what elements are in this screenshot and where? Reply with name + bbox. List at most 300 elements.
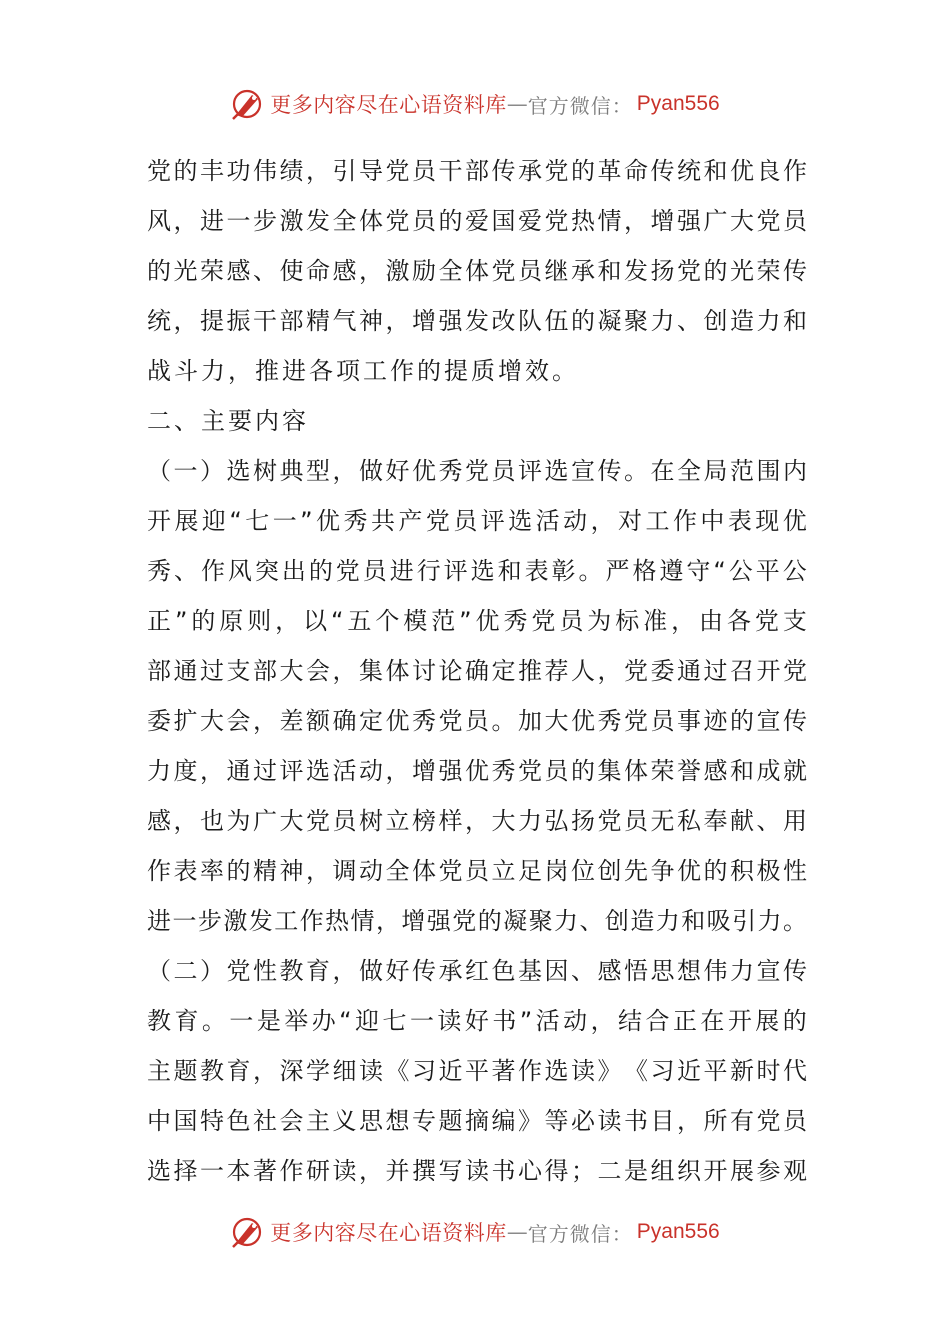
glyph: 红 <box>465 957 489 985</box>
glyph: 的 <box>571 157 595 185</box>
glyph: 公 <box>782 557 807 585</box>
glyph: 一 <box>173 457 198 485</box>
glyph: ， <box>332 957 357 985</box>
glyph: 对 <box>618 507 643 535</box>
glyph: 》 <box>518 1107 542 1135</box>
glyph: 由 <box>699 607 723 635</box>
glyph: 教 <box>279 957 304 985</box>
glyph: ” <box>459 607 472 635</box>
glyph: 革 <box>597 157 622 185</box>
glyph: 产 <box>398 507 423 535</box>
glyph: 党 <box>597 807 622 835</box>
body-line <box>147 596 807 646</box>
glyph: 现 <box>755 507 780 535</box>
glyph: 光 <box>173 257 198 285</box>
glyph: 发 <box>306 207 330 235</box>
glyph: 工 <box>645 507 670 535</box>
glyph: 编 <box>491 1107 516 1135</box>
glyph: ， <box>306 857 330 885</box>
glyph: ， <box>253 1057 277 1085</box>
glyph: 私 <box>677 807 701 835</box>
glyph: 立 <box>385 807 410 835</box>
glyph: 的 <box>147 257 171 285</box>
glyph: 承 <box>438 957 463 985</box>
glyph: 热 <box>325 907 350 935</box>
glyph: 成 <box>756 757 781 785</box>
glyph: ， <box>359 1157 383 1185</box>
body-line <box>147 846 807 896</box>
glyph: 岗 <box>544 857 569 885</box>
glyph: 命 <box>624 157 648 185</box>
glyph: 党 <box>147 157 171 185</box>
glyph: 全 <box>332 207 357 235</box>
glyph: 的 <box>703 257 728 285</box>
glyph: 秀 <box>438 457 463 485</box>
glyph: 创 <box>703 307 728 335</box>
glyph: 确 <box>465 657 489 685</box>
document-body <box>147 146 807 1196</box>
glyph: 教 <box>147 1007 171 1035</box>
glyph: 型 <box>306 457 330 485</box>
glyph: 目 <box>650 1107 675 1135</box>
glyph: 额 <box>306 707 330 735</box>
glyph: 凝 <box>503 907 528 935</box>
glyph: ， <box>385 307 410 335</box>
glyph: 党 <box>783 657 807 685</box>
glyph: 时 <box>756 1057 781 1085</box>
glyph: 党 <box>385 207 410 235</box>
glyph: 确 <box>332 707 357 735</box>
glyph: 表 <box>727 507 752 535</box>
glyph: 为 <box>587 607 612 635</box>
glyph: 丰 <box>200 157 224 185</box>
glyph: 组 <box>650 1157 675 1185</box>
glyph: 以 <box>303 607 328 635</box>
glyph: 作 <box>672 507 697 535</box>
glyph: 献 <box>730 807 754 835</box>
glyph: 员 <box>465 857 489 885</box>
glyph: 党 <box>335 557 360 585</box>
glyph: 全 <box>385 857 410 885</box>
glyph: 荐 <box>544 657 569 685</box>
glyph: ， <box>200 757 224 785</box>
glyph: 优 <box>730 157 754 185</box>
glyph: 传 <box>783 707 807 735</box>
body-line <box>147 1096 807 1146</box>
glyph: 精 <box>306 307 330 335</box>
glyph: 中 <box>147 1107 171 1135</box>
glyph: 调 <box>332 857 357 885</box>
glyph: 有 <box>730 1107 754 1135</box>
glyph: 步 <box>253 207 277 235</box>
glyph: 的 <box>438 207 463 235</box>
glyph: 并 <box>385 1157 410 1185</box>
glyph: 迹 <box>703 707 728 735</box>
glyph: 无 <box>650 807 675 835</box>
glyph: 党 <box>544 207 569 235</box>
pen-nib-logo-icon <box>230 86 266 122</box>
glyph: 传 <box>491 157 516 185</box>
glyph: 迎 <box>355 1007 380 1035</box>
glyph: 誉 <box>677 757 701 785</box>
glyph: 遵 <box>659 557 684 585</box>
glyph: 扩 <box>173 707 198 735</box>
glyph: 育 <box>174 1007 199 1035</box>
glyph: 发 <box>465 307 489 335</box>
glyph: 党 <box>438 857 463 885</box>
glyph: 增 <box>412 757 436 785</box>
glyph: 优 <box>677 857 701 885</box>
glyph: 推 <box>518 657 542 685</box>
glyph: 读 <box>465 1157 489 1185</box>
glyph: 的 <box>226 857 251 885</box>
glyph: 一 <box>229 1007 254 1035</box>
glyph: 论 <box>438 657 463 685</box>
glyph: 神 <box>359 307 383 335</box>
glyph: 的 <box>730 707 754 735</box>
glyph: 表 <box>524 557 549 585</box>
glyph: 因 <box>544 957 569 985</box>
glyph: 大 <box>279 657 304 685</box>
glyph: 位 <box>571 857 595 885</box>
glyph: 的 <box>308 557 333 585</box>
glyph: 员 <box>491 457 516 485</box>
glyph: 力 <box>655 907 680 935</box>
glyph: 思 <box>359 1107 383 1135</box>
wechat-label: 官方微信： <box>527 93 633 118</box>
glyph: 使 <box>279 257 304 285</box>
glyph: 为 <box>226 807 251 835</box>
glyph: 度 <box>173 757 198 785</box>
glyph: ， <box>677 1107 701 1135</box>
line-text: 战斗力，推进各项工作的提质增效。 <box>147 357 579 385</box>
glyph: 感 <box>703 757 728 785</box>
glyph: 广 <box>253 807 277 835</box>
glyph: 和 <box>597 257 622 285</box>
glyph: 良 <box>756 157 781 185</box>
glyph: 进 <box>389 557 414 585</box>
glyph: 榜 <box>412 807 436 835</box>
glyph: ， <box>590 1007 615 1035</box>
glyph: 一 <box>409 1007 434 1035</box>
glyph: （ <box>147 457 171 485</box>
glyph: 造 <box>730 307 754 335</box>
glyph: ， <box>306 157 330 185</box>
glyph: 读 <box>359 1057 383 1085</box>
glyph: 学 <box>306 1057 330 1085</box>
glyph: 大 <box>730 207 754 235</box>
glyph: 观 <box>783 1157 807 1185</box>
glyph: 做 <box>359 957 383 985</box>
glyph: ， <box>465 807 489 835</box>
glyph: 性 <box>783 857 807 885</box>
body-line <box>147 496 807 546</box>
glyph: 局 <box>703 457 728 485</box>
glyph: 员 <box>332 807 357 835</box>
glyph: 代 <box>783 1057 807 1085</box>
glyph: 深 <box>279 1057 304 1085</box>
glyph: 员 <box>544 757 569 785</box>
glyph: 书 <box>491 1157 516 1185</box>
glyph: 织 <box>677 1157 701 1185</box>
glyph: 优 <box>385 707 410 735</box>
glyph: 原 <box>219 607 244 635</box>
glyph: 继 <box>544 257 569 285</box>
glyph: 员 <box>518 257 542 285</box>
glyph: 精 <box>253 857 277 885</box>
section-heading-text: 二、主要内容 <box>147 407 309 435</box>
glyph: 选 <box>147 1157 171 1185</box>
glyph: 结 <box>618 1007 643 1035</box>
glyph: 。 <box>491 707 516 735</box>
glyph: 提 <box>200 307 224 335</box>
glyph: 所 <box>703 1107 728 1135</box>
glyph: 强 <box>426 907 451 935</box>
glyph: 争 <box>650 857 675 885</box>
glyph: 办 <box>311 1007 336 1035</box>
glyph: 员 <box>465 707 489 735</box>
glyph: 作 <box>200 557 225 585</box>
glyph: 开 <box>756 657 781 685</box>
glyph: 爱 <box>518 207 542 235</box>
glyph: 心 <box>518 1157 542 1185</box>
glyph: 树 <box>253 457 277 485</box>
glyph: 选 <box>544 1057 569 1085</box>
glyph: 在 <box>650 457 675 485</box>
glyph: 作 <box>279 1157 304 1185</box>
glyph: 的 <box>571 757 595 785</box>
glyph: 党 <box>624 657 648 685</box>
glyph: 员 <box>412 157 436 185</box>
glyph: 感 <box>597 957 622 985</box>
glyph: 主 <box>147 1057 171 1085</box>
glyph: 党 <box>226 957 251 985</box>
glyph: 内 <box>783 457 807 485</box>
glyph: 读 <box>571 1057 595 1085</box>
glyph: 七 <box>382 1007 407 1035</box>
glyph: ， <box>173 807 198 835</box>
glyph: 是 <box>256 1007 281 1035</box>
glyph: 党 <box>465 457 489 485</box>
glyph: 举 <box>284 1007 309 1035</box>
section-heading <box>147 396 807 446</box>
glyph: 大 <box>279 807 304 835</box>
glyph: ” <box>519 1007 533 1035</box>
glyph: 党 <box>306 807 330 835</box>
glyph: 宣 <box>756 957 781 985</box>
glyph: 行 <box>416 557 441 585</box>
glyph: 和 <box>681 907 706 935</box>
glyph: 范 <box>431 607 456 635</box>
glyph: 得 <box>544 1157 569 1185</box>
glyph: 增 <box>650 207 675 235</box>
footer-watermark-banner <box>0 1212 950 1252</box>
glyph: “ <box>331 607 344 635</box>
glyph: 读 <box>437 1007 462 1035</box>
glyph: ； <box>571 1157 595 1185</box>
glyph: ， <box>253 707 277 735</box>
glyph: 传 <box>597 457 622 485</box>
glyph: 体 <box>359 207 383 235</box>
glyph: 优 <box>475 607 500 635</box>
glyph: 正 <box>672 1007 697 1035</box>
glyph: 参 <box>756 1157 781 1185</box>
glyph: 造 <box>630 907 655 935</box>
glyph: 的 <box>571 307 595 335</box>
glyph: 出 <box>281 557 306 585</box>
glyph: 极 <box>756 857 781 885</box>
glyph: 典 <box>279 457 304 485</box>
glyph: 开 <box>147 507 171 535</box>
glyph: 、 <box>571 957 595 985</box>
glyph: 秀 <box>503 607 528 635</box>
glyph: 风 <box>227 557 252 585</box>
body-line <box>147 946 807 996</box>
glyph: 一 <box>200 1157 224 1185</box>
glyph: 七 <box>245 507 270 535</box>
body-line <box>147 446 807 496</box>
glyph: 事 <box>677 707 701 735</box>
glyph: 大 <box>491 807 516 835</box>
glyph: 增 <box>401 907 426 935</box>
glyph: ” <box>174 607 188 635</box>
glyph: 部 <box>253 657 277 685</box>
glyph: 立 <box>491 857 516 885</box>
glyph: 力 <box>518 807 542 835</box>
glyph: 特 <box>200 1107 224 1135</box>
glyph: 会 <box>306 657 330 685</box>
glyph: ， <box>332 457 357 485</box>
glyph: 写 <box>438 1157 463 1185</box>
glyph: 、 <box>677 307 701 335</box>
glyph: 秀 <box>491 757 516 785</box>
glyph: 创 <box>604 907 629 935</box>
glyph: 秀 <box>343 507 368 535</box>
glyph: ” <box>300 507 313 535</box>
glyph: 进 <box>147 907 171 935</box>
glyph: 准 <box>643 607 668 635</box>
glyph: 彰 <box>551 557 576 585</box>
glyph: 强 <box>438 757 463 785</box>
glyph: 各 <box>726 607 751 635</box>
glyph: ， <box>624 207 648 235</box>
glyph: 党 <box>756 207 781 235</box>
glyph: 力 <box>147 757 171 785</box>
glyph: 共 <box>370 507 395 535</box>
glyph: 展 <box>174 507 199 535</box>
glyph: 动 <box>563 507 588 535</box>
glyph: 情 <box>350 907 375 935</box>
glyph: 》 <box>597 1057 622 1085</box>
body-line <box>147 246 807 296</box>
glyph: 育 <box>306 957 330 985</box>
glyph: 好 <box>385 957 410 985</box>
glyph: 集 <box>597 757 622 785</box>
glyph: 的 <box>703 857 728 885</box>
glyph: 等 <box>544 1107 569 1135</box>
glyph: 选 <box>470 557 495 585</box>
glyph: 振 <box>226 307 251 335</box>
glyph: 一 <box>272 507 297 535</box>
glyph: 性 <box>253 957 277 985</box>
glyph: 开 <box>703 1157 728 1185</box>
glyph: 风 <box>147 207 171 235</box>
body-line <box>147 996 807 1046</box>
glyph: 本 <box>226 1157 251 1185</box>
glyph: 引 <box>732 907 757 935</box>
glyph: 平 <box>703 1057 728 1085</box>
glyph: 力 <box>756 307 781 335</box>
glyph: 传 <box>650 157 675 185</box>
glyph: 讨 <box>412 657 436 685</box>
glyph: 部 <box>147 657 171 685</box>
glyph: 研 <box>306 1157 330 1185</box>
glyph: 活 <box>535 507 560 535</box>
body-line <box>147 646 807 696</box>
glyph: 《 <box>624 1057 648 1085</box>
glyph: 撰 <box>412 1157 436 1185</box>
glyph: 思 <box>650 957 675 985</box>
glyph: 悟 <box>624 957 648 985</box>
glyph: 聚 <box>528 907 553 935</box>
glyph: 秀 <box>147 557 171 585</box>
glyph: 好 <box>464 1007 489 1035</box>
glyph: 选 <box>508 507 533 535</box>
glyph: “ <box>229 507 242 535</box>
glyph: 发 <box>248 907 273 935</box>
glyph: 优 <box>412 457 436 485</box>
glyph: 通 <box>226 757 251 785</box>
glyph: 样 <box>438 807 463 835</box>
glyph: “ <box>713 557 726 585</box>
glyph: ， <box>359 257 383 285</box>
glyph: 公 <box>728 557 753 585</box>
glyph: 细 <box>332 1057 357 1085</box>
glyph: 国 <box>491 207 516 235</box>
glyph: 凝 <box>597 307 622 335</box>
glyph: 则 <box>247 607 272 635</box>
glyph: 选 <box>544 457 569 485</box>
glyph: 感 <box>147 807 171 835</box>
glyph: 干 <box>253 307 277 335</box>
glyph: 模 <box>403 607 428 635</box>
glyph: ， <box>375 907 400 935</box>
glyph: 党 <box>438 707 463 735</box>
glyph: 五 <box>347 607 372 635</box>
glyph: 社 <box>253 1107 277 1135</box>
glyph: 热 <box>571 207 595 235</box>
glyph: 感 <box>332 257 357 285</box>
glyph: ， <box>385 757 410 785</box>
glyph: 统 <box>147 307 171 335</box>
glyph: 集 <box>359 657 383 685</box>
glyph: 创 <box>597 857 622 885</box>
glyph: 党 <box>518 757 542 785</box>
wechat-id: Pyan556 <box>636 1220 720 1243</box>
glyph: 爱 <box>465 207 489 235</box>
glyph: 党 <box>491 257 516 285</box>
glyph: 全 <box>677 457 701 485</box>
glyph: 宣 <box>756 707 781 735</box>
glyph: 员 <box>783 1107 807 1135</box>
glyph: 员 <box>412 207 436 235</box>
glyph: 想 <box>385 1107 410 1135</box>
glyph: 进 <box>200 207 224 235</box>
glyph: 增 <box>412 307 436 335</box>
glyph: 党 <box>754 607 779 635</box>
glyph: 、 <box>756 807 781 835</box>
glyph: 动 <box>359 757 383 785</box>
